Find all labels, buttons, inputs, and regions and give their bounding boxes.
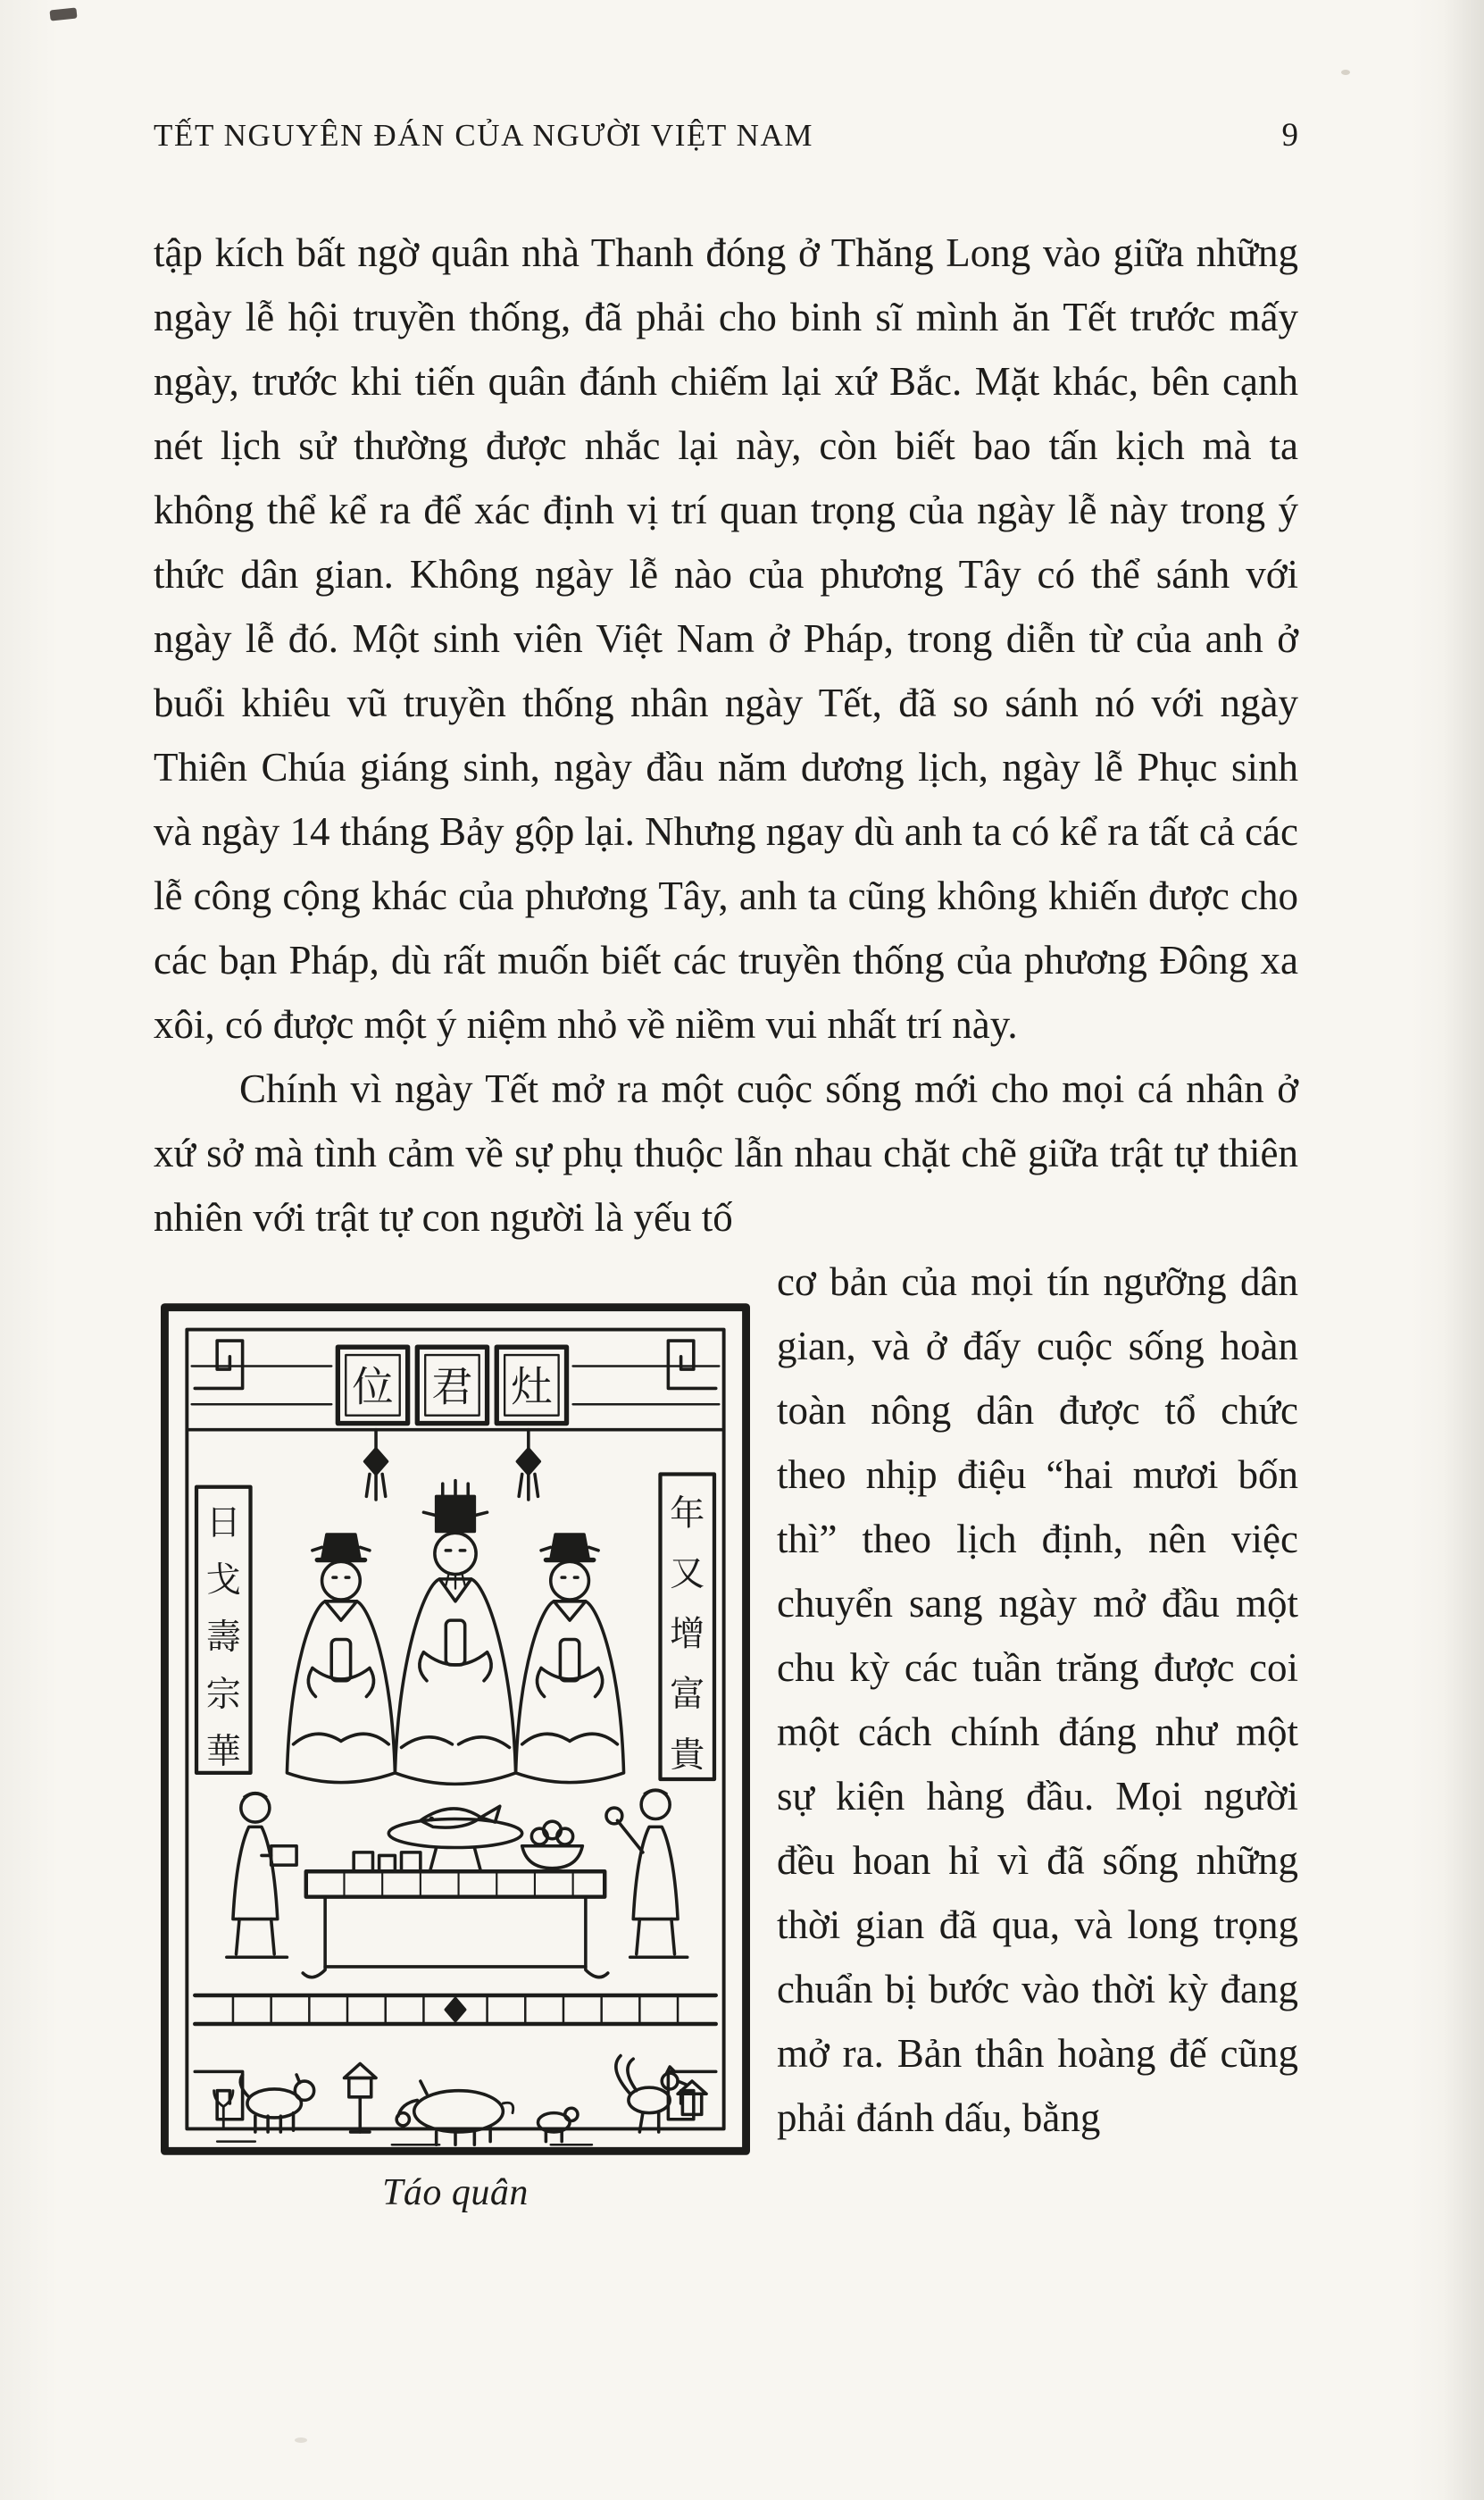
taoquan-woodcut-illustration xyxy=(154,1296,757,2162)
right-attendant-figure xyxy=(606,1790,688,1958)
figure-caption: Táo quân xyxy=(382,2172,529,2213)
paragraph-2-intro: Chính vì ngày Tết mở ra một cuộc sống mới cho mọi cá nhân ở xứ sở mà tình cảm về sự phụ thuộc lẫn nhau chặt chẽ giữa trật tự thiên nhiên với trật tự con người là yếu tố xyxy=(154,1066,1298,1240)
page-number: 9 xyxy=(1281,117,1298,154)
middle-god-figure xyxy=(395,1481,515,1785)
left-attendant-figure xyxy=(227,1793,296,1957)
running-header xyxy=(154,116,1298,155)
couplet-char: 華 xyxy=(205,1732,241,1773)
offering-fish-plate xyxy=(388,1806,521,1871)
couplet-char: 增 xyxy=(670,1614,705,1655)
text-wrap-row xyxy=(154,1250,1298,2214)
ground-lines xyxy=(217,2142,592,2145)
plaque-char: 君 xyxy=(431,1362,473,1411)
taoquan-figure xyxy=(154,1296,757,2214)
couplet-char: 年 xyxy=(670,1493,705,1534)
scan-speck xyxy=(1341,70,1350,75)
couplet-char: 戈 xyxy=(205,1560,241,1601)
left-couplet-panel xyxy=(196,1487,250,1773)
pig-figure xyxy=(396,2081,513,2145)
plaque-char: 灶 xyxy=(511,1362,553,1411)
tassel-ornaments xyxy=(365,1430,540,1500)
couplet-char: 又 xyxy=(670,1554,705,1595)
couplet-char: 富 xyxy=(670,1675,705,1716)
couplet-char: 貴 xyxy=(670,1735,705,1776)
offering-cups xyxy=(354,1852,421,1871)
left-god-figure xyxy=(287,1534,395,1783)
plaque-band xyxy=(187,1347,723,1430)
couplet-char: 宗 xyxy=(205,1675,241,1716)
lantern-figure xyxy=(344,2063,376,2131)
right-couplet-panel xyxy=(660,1474,713,1779)
shrine-figure xyxy=(678,2081,706,2114)
dog-figure xyxy=(240,2075,313,2132)
couplet-char: 日 xyxy=(205,1503,241,1544)
running-title: TẾT NGUYÊN ĐÁN CỦA NGƯỜI VIỆT NAM xyxy=(154,118,814,153)
decorative-rail xyxy=(195,1995,715,2024)
plaque-char: 位 xyxy=(352,1362,394,1411)
scan-artifact xyxy=(49,7,77,21)
scan-speck xyxy=(295,2437,307,2443)
paragraph-continuation: tập kích bất ngờ quân nhà Thanh đóng ở Thăng Long vào giữa những ngày lễ hội truyền thống, đã phải cho binh sĩ mình ăn Tết trước mấy ngày, trước khi tiến quân đánh chiếm lại xứ Bắc. Mặt khác, bên cạnh nét lịch sử thường được nhắc lại này, còn biết bao tấn kịch mà ta không thể kể ra để xác định vị trí quan trọng của ngày lễ này trong ý thức dân gian. Không ngày lễ nào của phương Tây có thể sánh với ngày lễ đó. Một sinh viên Việt Nam ở Pháp, trong diễn từ của anh ở buổi khiêu vũ truyền thống nhân ngày Tết, đã so sánh nó với ngày Thiên Chúa giáng sinh, ngày đầu năm dương lịch, ngày lễ Phục sinh và ngày 14 tháng Bảy gộp lại. Nhưng ngay dù anh ta có kể ra tất cả các lễ công cộng khác của phương Tây, anh ta cũng không khiến được cho các bạn Pháp, dù rất muốn biết các truyền thống của phương Đông xa xôi, có được một ý niệm nhỏ về niềm vui nhất trí này. xyxy=(154,230,1298,1047)
cat-figure xyxy=(538,2108,578,2141)
offering-fruit-bowl xyxy=(522,1821,583,1868)
figure-block xyxy=(154,1296,757,2214)
altar-table xyxy=(303,1871,608,1977)
couplet-char: 壽 xyxy=(205,1618,241,1659)
paragraph-2-wrapped: cơ bản của mọi tín ngưỡng dân gian, và ở đấy cuộc sống hoàn toàn nông dân được tổ chức theo nhịp điệu “hai mươi bốn thì” theo lịch định, nên việc chuyển sang ngày mở đầu một chu kỳ các tuần trăng được coi một cách chính đáng như một sự kiện hàng đầu. Mọi người đều hoan hỉ vì đã sống những thời gian đã qua, và long trọng chuẩn bị bước vào thời kỳ đang mở ra. Bản thân hoàng đế cũng phải đánh dấu, bằng xyxy=(777,1259,1298,2140)
right-god-figure xyxy=(516,1534,624,1783)
page-content xyxy=(154,116,1298,2214)
animal-scene xyxy=(214,2056,706,2145)
